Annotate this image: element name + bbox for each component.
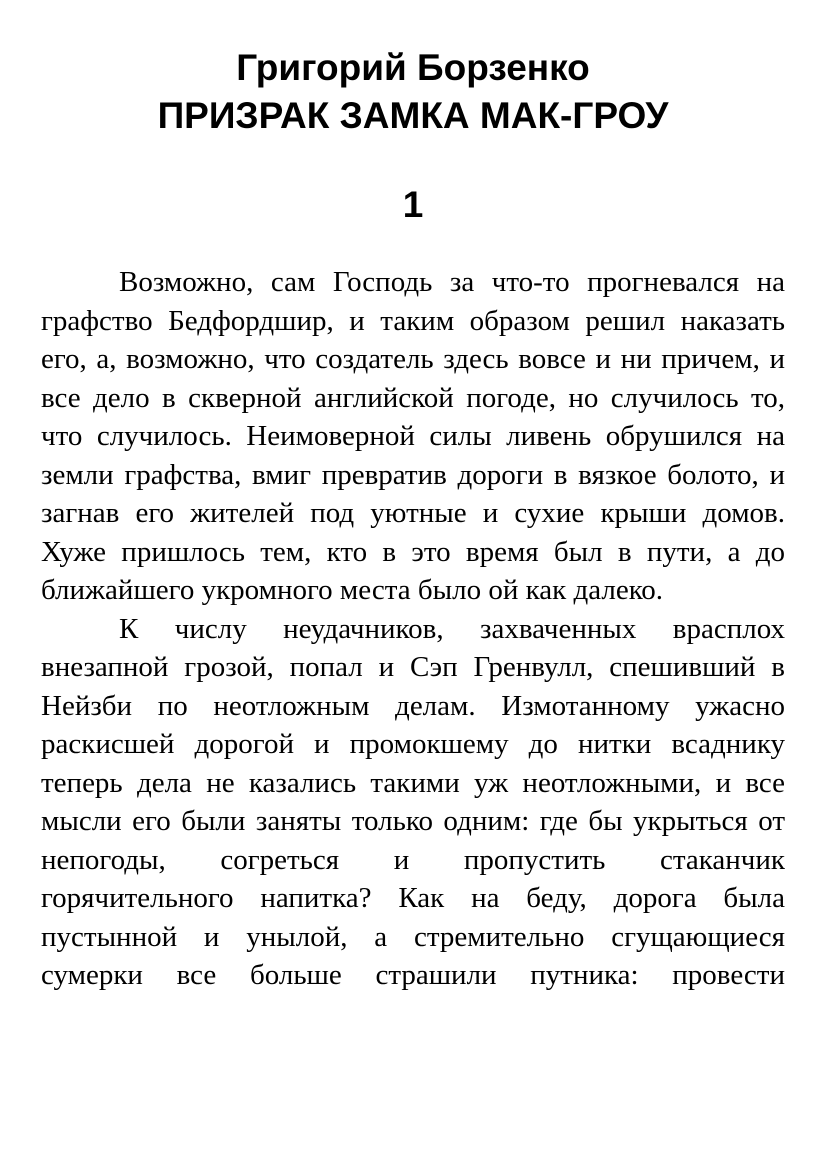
book-title: ПРИЗРАК ЗАМКА МАК-ГРОУ	[157, 95, 669, 136]
book-header	[41, 44, 785, 140]
paragraph-2: К числу неудачников, захваченных врасплох внезапной грозой, попал и Сэп Гренвулл, спешивший в Нейзби по неотложным делам. Измотанному ужасно раскисшей дорогой и промокшему до нитки всаднику теперь дела не казались такими уж неотложными, и все мысли его были заняты только одним: где бы укрыться от непогоды, согреться и пропустить стаканчик горячительного напитка? Как на беду, дорога была пустынной и унылой, а стремительно сгущающиеся сумерки все больше страшили путника: провести	[41, 612, 785, 991]
chapter-number: 1	[402, 184, 424, 225]
author-name: Григорий Борзенко	[236, 47, 590, 88]
paragraph-1: Возможно, сам Господь за что-то прогневался на графство Бедфордшир, и таким образом решил наказать его, а, возможно, что создатель здесь вовсе и ни причем, и все дело в скверной английской погоде, но случилось то, что случилось. Неимоверной силы ливень обрушился на земли графства, вмиг превратив дороги в вязкое болото, и загнав его жителей под уютные и сухие крыши домов. Хуже пришлось тем, кто в это время был в пути, а до ближайшего укромного места было ой как далеко.	[41, 266, 785, 606]
chapter-text	[41, 263, 785, 995]
